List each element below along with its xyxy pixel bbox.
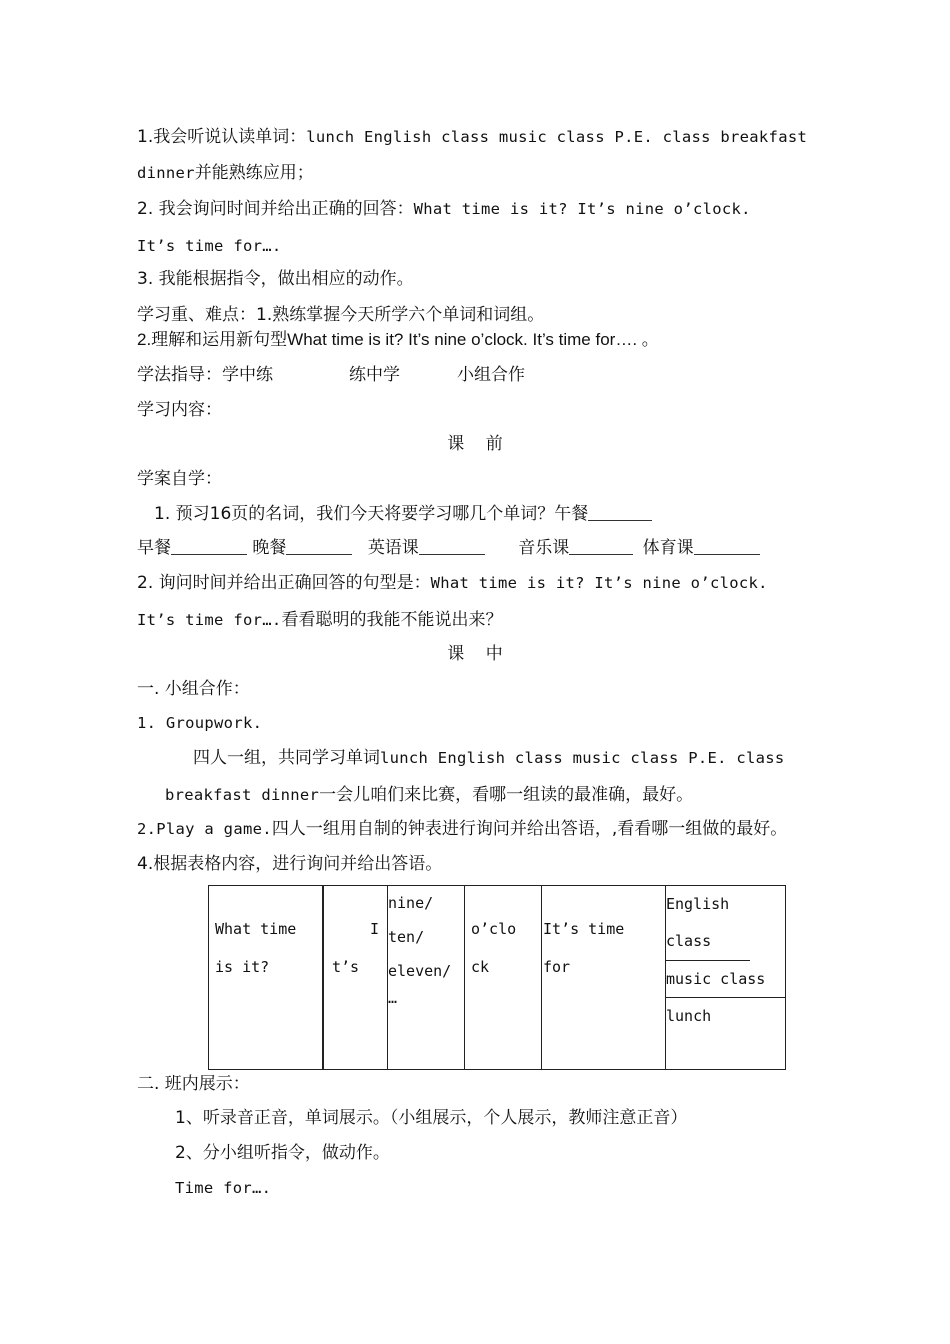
table-hour-nine: nine/ [388, 894, 434, 912]
method-item-3: 小组合作 [457, 365, 525, 385]
table-oclock-line2: ck [471, 958, 490, 976]
group-item-1-text-en: lunch English class music class P.E. class [380, 749, 785, 767]
group-item-1-text-cn: 四人一组，共同学习单词 [193, 748, 380, 768]
group-item-2-en: 2.Play a game. [137, 820, 272, 838]
group-item-1: 1. Groupwork. [137, 714, 263, 732]
table-hour-more: … [388, 989, 398, 1007]
self-study-q2-line2-en: It’s time for…. [137, 611, 282, 629]
goal-1-continued [137, 162, 314, 184]
table-cell-hours [388, 886, 465, 1070]
showcase-item-2: 2、分小组听指令，做动作。 [175, 1143, 390, 1163]
blank-english [419, 538, 485, 555]
goal-2-prefix: 2. 我会询问时间并给出正确的回答： [137, 199, 414, 219]
goal-1-prefix: 1.我会听说认读单词： [137, 127, 307, 147]
self-study-q2-english: What time is it? It’s nine o’clock. [430, 574, 768, 592]
table-cell-time-for [542, 886, 666, 1070]
key-points-line1: 学习重、难点：1.熟练掌握今天所学六个单词和词组。 [137, 305, 545, 325]
group-heading: 一. 小组合作： [137, 679, 250, 699]
word-music-class: 音乐课 [518, 538, 570, 558]
blank-pe [694, 538, 760, 555]
self-study-q2 [137, 572, 768, 594]
group-item-1-line2 [165, 784, 693, 806]
self-study-q2-prefix: 2. 询问时间并给出正确回答的句型是： [137, 573, 431, 593]
group-item-2 [137, 818, 787, 840]
self-study-q1-text: 1. 预习16页的名词，我们今天将要学习哪几个单词？午餐 [154, 504, 589, 524]
table-cell-activities [666, 886, 786, 1070]
table-activity-english: English class [666, 886, 750, 961]
goal-1-words: lunch English class music class P.E. class breakfast [306, 128, 808, 146]
section-before-title: 课 前 [447, 434, 503, 454]
self-study-q2-line2-cn: 看看聪明的我能不能说出来？ [281, 610, 503, 630]
table-question-line2: is it? [215, 958, 270, 976]
table-its-bottom: t’s [332, 958, 360, 976]
table-cell-question [209, 886, 324, 1070]
table-hour-eleven: eleven/ [388, 962, 452, 980]
blank-lunch [588, 504, 652, 521]
table-cell-its [323, 886, 388, 1070]
goal-1-cont-text: 并能熟练应用； [194, 163, 314, 183]
table-hour-ten: ten/ [388, 928, 425, 946]
self-study-q1 [154, 503, 652, 525]
showcase-heading: 二. 班内展示： [137, 1074, 250, 1094]
word-dinner: 晚餐 [252, 538, 287, 558]
goal-2 [137, 198, 751, 220]
method-item-2: 练中学 [349, 365, 400, 385]
group-item-2-cn: 四人一组用自制的钟表进行询问并给出答语，,看看哪一组做的最好。 [271, 819, 788, 839]
table-time-for-line2: for [543, 958, 571, 976]
table-its-top: I [369, 920, 379, 938]
table-activity-music: music class [666, 961, 785, 998]
showcase-item-3: Time for…. [175, 1179, 272, 1197]
blank-breakfast [171, 538, 247, 555]
blank-dinner [286, 538, 352, 555]
group-item-1-line2-cn: 一会儿咱们来比赛，看哪一组读的最准确，最好。 [319, 785, 694, 805]
table-cell-oclock [465, 886, 542, 1070]
goal-1 [137, 126, 807, 148]
blank-music [569, 538, 633, 555]
group-item-1-text [193, 747, 785, 769]
group-item-4: 4.根据表格内容，进行询问并给出答语。 [137, 854, 443, 874]
key-points-line2: 2.理解和运用新句型What time is it? It’s nine o’clock. It’s time for…. 。 [137, 330, 659, 349]
goal-2-english: What time is it? It’s nine o’clock. [413, 200, 751, 218]
table-question-line1: What time [215, 920, 297, 938]
self-study-label: 学案自学： [137, 469, 222, 489]
section-during-title: 课 中 [447, 644, 503, 664]
self-study-q2-line2 [137, 609, 502, 631]
showcase-item-1: 1、听录音正音，单词展示。（小组展示，个人展示，教师注意正音） [175, 1108, 688, 1128]
method-line [137, 364, 525, 386]
goal-3: 3. 我能根据指令，做出相应的动作。 [137, 269, 414, 289]
word-english-class: 英语课 [367, 538, 419, 558]
table-time-for-line1: It’s time [543, 920, 625, 938]
self-study-words [137, 537, 760, 559]
word-breakfast: 早餐 [137, 538, 171, 558]
method-label: 学法指导：学中练 [137, 365, 273, 385]
content-label: 学习内容： [137, 400, 222, 420]
table-oclock-line1: o’clo [471, 920, 517, 938]
dialogue-table [208, 885, 786, 1070]
goal-2-line2: It’s time for…. [137, 237, 282, 255]
word-pe-class: 体育课 [642, 538, 694, 558]
goal-1-cont-word: dinner [137, 164, 195, 182]
table-activity-lunch: lunch [666, 1007, 712, 1025]
group-item-1-line2-en: breakfast dinner [165, 786, 320, 804]
